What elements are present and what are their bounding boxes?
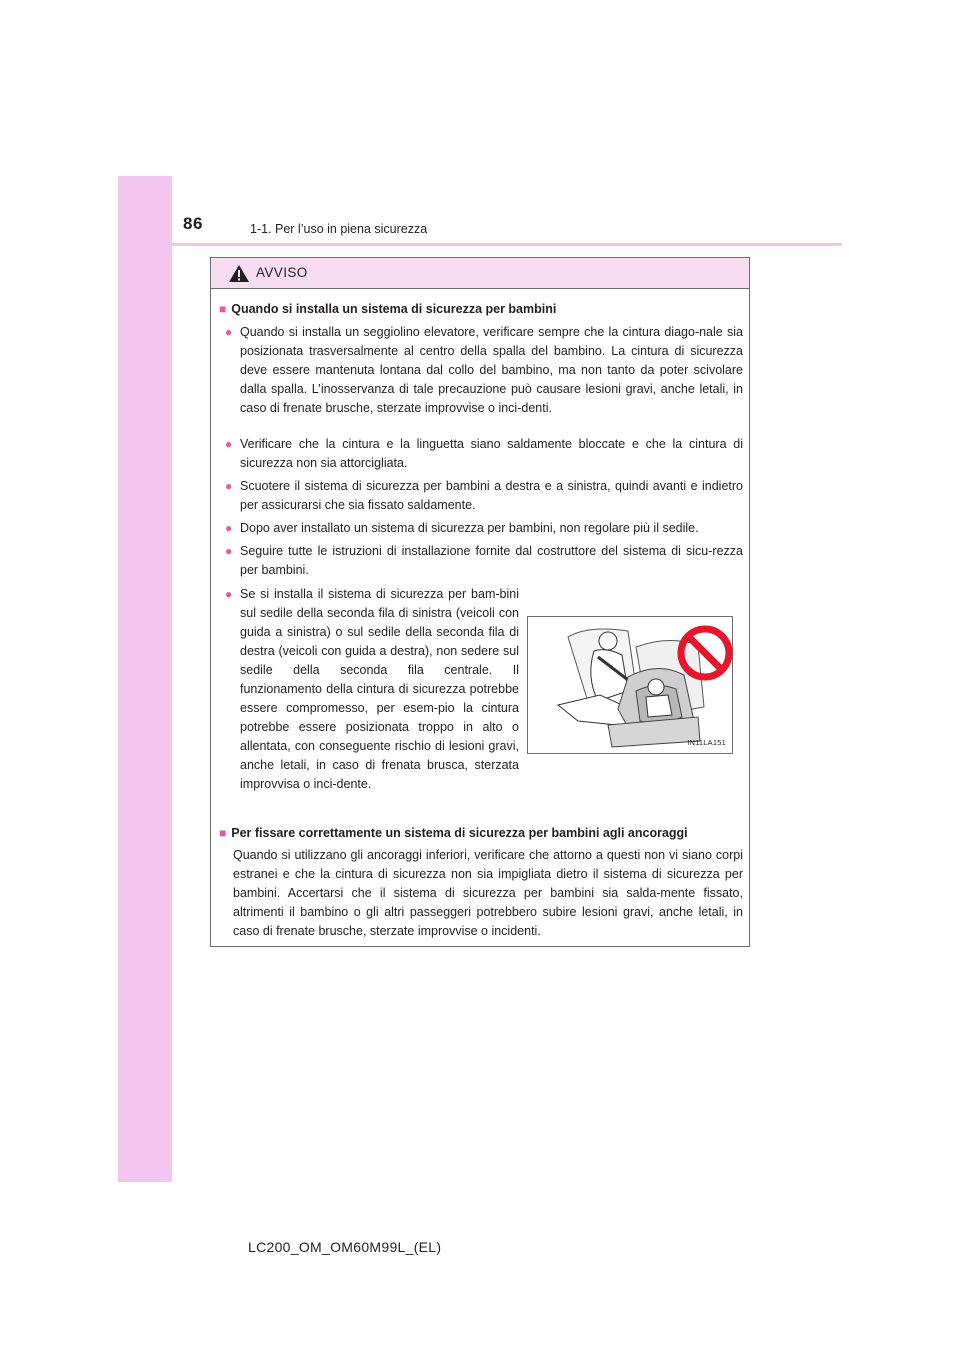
bullet-item: ● Quando si installa un seggiolino elevatore, verificare sempre che la cintura diago-nale sia posizionata trasversalmente al centro della spalla del bambino. La cintura di sicurezza deve essere mantenuta lontana dal collo del bambino, ma non tanto da poter scivolare dalla spalla. L’inosservanza di tale precauzione può causare lesioni gravi, anche letali, in caso di frenate brusche, sterzate improvvise o inci-denti. [225,325,743,415]
header-rule [118,243,842,246]
circle-bullet-icon: ● [225,437,233,451]
warning-triangle-icon [228,264,250,283]
circle-bullet-icon: ● [225,587,233,601]
warning-box [210,257,750,947]
bullet-item: ● Verificare che la cintura e la linguetta siano saldamente bloccate e che la cintura di sicurezza non sia attorcigliata. [225,437,743,470]
section-heading-installation: ■ Quando si installa un sistema di sicurezza per bambini [219,302,557,316]
warning-header [211,258,749,289]
circle-bullet-icon: ● [225,325,233,339]
circle-bullet-icon: ● [225,521,233,535]
section-title: 1-1. Per l’uso in piena sicurezza [250,222,428,236]
warning-label: AVVISO [256,265,308,280]
anchors-paragraph: Quando si utilizzano gli ancoraggi inferiori, verificare che attorno a questi non vi siano corpi estranei e che la cintura di sicurezza non sia impigliata dietro il sistema di sicurezza per bambini. Accertarsi che il sistema di sicurezza per bambini sia salda-mente fissato, altrimenti il bambino o gli altri passeggeri potrebbero subire lesioni gravi, anche letali, in caso di frenate brusche, sterzate improvvise o incidenti. [233,848,743,938]
bullet-item: ● Scuotere il sistema di sicurezza per bambini a destra e a sinistra, quindi avanti e indietro per assicurarsi che sia fissato saldamente. [225,479,743,512]
illustration-code: IN11LA151 [687,738,726,747]
circle-bullet-icon: ● [225,544,233,558]
side-tab-strip [118,176,172,1182]
bullet-item: ● Se si installa il sistema di sicurezza per bam-bini sul sedile della seconda fila di sinistra (veicoli con guida a sinistra) o sul sedile della seconda fila di destra (veicoli con guida a destra), non sedere sul sedile della seconda fila centrale. Il funzionamento della cintura di sicurezza potrebbe essere compromesso, per esem-pio la cintura potrebbe essere posizionata troppo in alto o allentata, con conseguente rischio di lesioni gravi, anche letali, in caso di frenata brusca, sterzata improvvisa o inci-dente. [225,587,519,791]
bullet-item: ● Dopo aver installato un sistema di sicurezza per bambini, non regolare più il sedile. [225,519,743,538]
child-seat-drawing [528,617,734,755]
page-number: 86 [183,214,203,233]
circle-bullet-icon: ● [225,479,233,493]
square-bullet-icon: ■ [219,302,227,316]
child-seat-illustration [527,616,733,754]
bullet-item: ● Seguire tutte le istruzioni di installazione fornite dal costruttore del sistema di sicu-rezza per bambini. [225,544,743,577]
section-heading-anchors: ■ Per fissare correttamente un sistema di sicurezza per bambini agli ancoraggi [219,826,688,840]
square-bullet-icon: ■ [219,826,227,840]
document-code: LC200_OM_OM60M99L_(EL) [248,1239,442,1255]
